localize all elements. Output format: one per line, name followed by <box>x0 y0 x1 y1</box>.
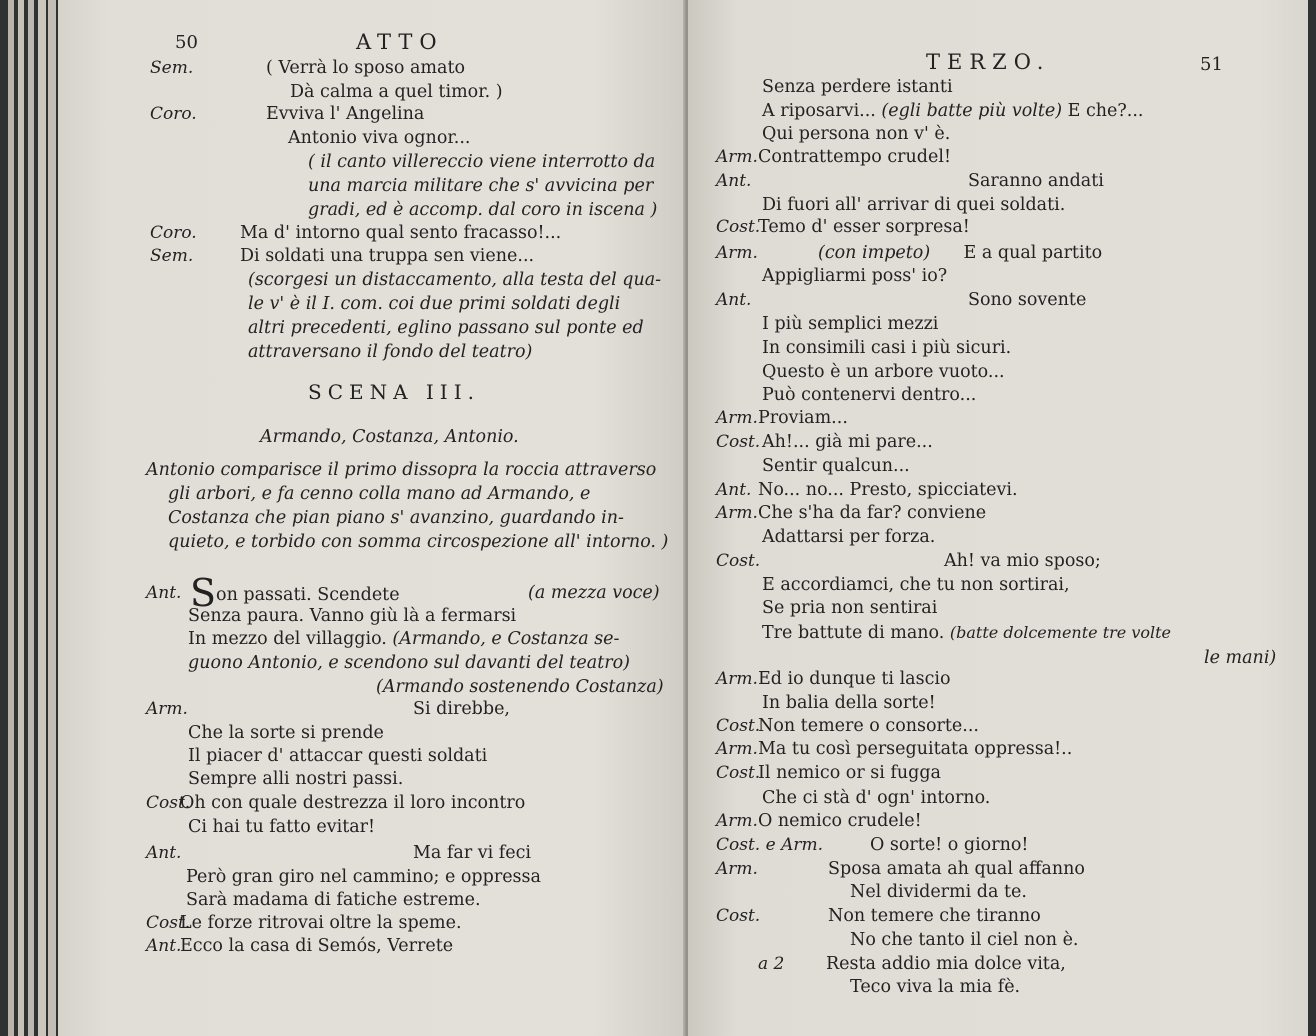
dialogue-line <box>188 628 619 650</box>
dialogue-line: Questo è un arbore vuoto... <box>762 362 1005 382</box>
line-text: A riposarvi... <box>762 101 882 121</box>
dialogue-line: Il piacer d' attaccar questi soldati <box>188 746 488 766</box>
right-page <box>688 0 1308 1036</box>
running-header: ATTO <box>356 30 444 54</box>
drop-capital: S <box>190 571 217 615</box>
dialogue-line: altri precedenti, eglino passano sul ponte ed <box>248 318 644 338</box>
speaker-label: Sem. <box>150 246 194 266</box>
speaker-label: Cost. <box>716 906 761 926</box>
stage-direction: (batte dolcemente tre volte <box>949 623 1172 642</box>
dialogue-line: Teco viva la mia fè. <box>850 977 1021 997</box>
left-page <box>58 0 686 1036</box>
character-list: Armando, Costanza, Antonio. <box>260 427 519 447</box>
dialogue-line <box>818 242 1102 264</box>
dialogue-line: Senza perdere istanti <box>762 77 953 97</box>
dialogue-line: le mani) <box>1204 648 1277 668</box>
line-text: on passati. Scendete <box>216 585 400 605</box>
dialogue-line: In consimili casi i più sicuri. <box>762 338 1012 358</box>
stage-direction-line: gli arbori, e fa cenno colla mano ad Armando, e <box>168 484 591 504</box>
dialogue-line: No che tanto il ciel non è. <box>850 930 1079 950</box>
page-number: 51 <box>1200 54 1223 75</box>
scene-title: SCENA III. <box>308 380 480 404</box>
speaker-label: Arm. <box>716 408 758 428</box>
page-edge <box>18 0 24 1036</box>
speaker-label: Sem. <box>150 58 194 78</box>
speaker-label: Cost. e Arm. <box>716 835 823 855</box>
dialogue-line: ( Verrà lo sposo amato <box>266 58 466 78</box>
speaker-label: Arm. <box>716 503 758 523</box>
dialogue-line: Oh con quale destrezza il loro incontro <box>180 793 526 813</box>
dialogue-line: Antonio viva ognor... <box>288 128 471 148</box>
speaker-label: Ant. <box>146 843 182 863</box>
dialogue-line: Ah!... già mi pare... <box>762 432 933 452</box>
page-edge <box>8 0 14 1036</box>
dialogue-line: Ah! va mio sposo; <box>944 551 1101 571</box>
page-edge <box>38 0 46 1036</box>
dialogue-line: Appigliarmi poss' io? <box>762 266 948 286</box>
dialogue-line: Contrattempo crudel! <box>758 147 951 167</box>
dialogue-line: ( il canto villereccio viene interrotto da <box>308 152 656 172</box>
speaker-label: Cost. <box>716 432 761 452</box>
dialogue-line: Si direbbe, <box>413 699 510 719</box>
stage-direction: (a mezza voce) <box>528 583 660 603</box>
speaker-label: Ant. <box>716 171 752 191</box>
dialogue-line: In balia della sorte! <box>762 693 936 713</box>
speaker-label: Arm. <box>716 147 758 167</box>
dialogue-line: Temo d' esser sorpresa! <box>758 217 970 237</box>
dialogue-line: Il nemico or si fugga <box>758 763 941 783</box>
dialogue-line: Sono sovente <box>968 290 1087 310</box>
dialogue-line: Di fuori all' arrivar di quei soldati. <box>762 195 1066 215</box>
speaker-label: Cost. <box>716 716 761 736</box>
dialogue-line: Può contenervi dentro... <box>762 385 977 405</box>
dialogue-line: Qui persona non v' è. <box>762 124 951 144</box>
dialogue-line: Sarà madama di fatiche estreme. <box>186 890 481 910</box>
stage-direction-line: Antonio comparisce il primo dissopra la roccia attraverso <box>146 460 657 480</box>
dialogue-line: Adattarsi per forza. <box>762 527 936 547</box>
dialogue-line: O sorte! o giorno! <box>870 835 1029 855</box>
dialogue-line: (scorgesi un distaccamento, alla testa del qua- <box>248 270 662 290</box>
stage-direction: (con impeto) <box>818 243 931 263</box>
speaker-label: Cost. <box>716 217 761 237</box>
dialogue-line: Saranno andati <box>968 171 1104 191</box>
dialogue-line: le v' è il I. com. coi due primi soldati degli <box>248 294 621 314</box>
dialogue-line: Se pria non sentirai <box>762 598 938 618</box>
dialogue-line: Nel dividermi da te. <box>850 882 1027 902</box>
speaker-label: Cost. <box>146 913 191 933</box>
speaker-label: Arm. <box>716 859 758 879</box>
speaker-label: Arm. <box>716 669 758 689</box>
dialogue-line: attraversano il fondo del teatro) <box>248 342 533 362</box>
dialogue-line: Ed io dunque ti lascio <box>758 669 951 689</box>
dialogue-line: Che la sorte si prende <box>188 723 384 743</box>
speaker-label: Arm. <box>716 739 758 759</box>
speaker-label: Cost. <box>716 551 761 571</box>
dialogue-line: Evviva l' Angelina <box>266 104 425 124</box>
speaker-label: Cost. <box>146 793 191 813</box>
dialogue-line <box>762 100 1143 122</box>
dialogue-line: Ma tu così perseguitata oppressa!.. <box>758 739 1073 759</box>
dialogue-line: una marcia militare che s' avvicina per <box>308 176 654 196</box>
dialogue-line: I più semplici mezzi <box>762 314 939 334</box>
dialogue-line: Sentir qualcun... <box>762 456 910 476</box>
dialogue-line: Di soldati una truppa sen viene... <box>240 246 535 266</box>
dialogue-line: Ma d' intorno qual sento fracasso!... <box>240 223 562 243</box>
running-header: TERZO. <box>926 50 1051 74</box>
dialogue-line <box>190 571 400 615</box>
dialogue-line: Non temere o consorte... <box>758 716 979 736</box>
dialogue-line: O nemico crudele! <box>758 811 922 831</box>
stage-direction: (Armando, e Costanza se- <box>392 629 620 649</box>
dialogue-line: Le forze ritrovai oltre la speme. <box>180 913 462 933</box>
line-text: In mezzo del villaggio. <box>188 629 393 649</box>
speaker-label: Arm. <box>146 699 188 719</box>
dialogue-line: Sposa amata ah qual affanno <box>828 859 1085 879</box>
stage-direction-line: Costanza che pian piano s' avanzino, guardando in- <box>168 508 624 528</box>
dialogue-line: guono Antonio, e scendono sul davanti del teatro) <box>188 653 630 673</box>
dialogue-line: Ci hai tu fatto evitar! <box>188 817 376 837</box>
line-text: E che?... <box>1062 101 1144 121</box>
stage-direction: (egli batte più volte) <box>881 101 1063 121</box>
dialogue-line: Non temere che tiranno <box>828 906 1041 926</box>
dialogue-line: Però gran giro nel cammino; e oppressa <box>186 867 541 887</box>
speaker-label: Arm. <box>716 811 758 831</box>
speaker-label: Ant. <box>716 480 752 500</box>
speaker-label: Ant. <box>146 583 182 603</box>
line-text: E a qual partito <box>930 243 1103 263</box>
speaker-label: Cost. <box>716 763 761 783</box>
dialogue-line: gradi, ed è accomp. dal coro in iscena ) <box>308 200 658 220</box>
dialogue-line: Ma far vi feci <box>413 843 532 863</box>
line-text: Tre battute di mano. <box>762 623 950 643</box>
dialogue-line: Resta addio mia dolce vita, <box>826 954 1066 974</box>
dialogue-line: E accordiamci, che tu non sortirai, <box>762 575 1070 595</box>
stage-direction-line: quieto, e torbido con somma circospezione all' intorno. ) <box>168 532 669 552</box>
dialogue-line: Dà calma a quel timor. ) <box>290 82 503 102</box>
dialogue-line: Proviam... <box>758 408 848 428</box>
page-edge <box>48 0 56 1036</box>
page-number: 50 <box>175 32 198 53</box>
dialogue-line: Che ci stà d' ogn' intorno. <box>762 788 991 808</box>
dialogue-line: Che s'ha da far? conviene <box>758 503 987 523</box>
dialogue-line: (Armando sostenendo Costanza) <box>376 677 664 697</box>
speaker-label: Coro. <box>150 104 197 124</box>
page-edge <box>28 0 34 1036</box>
speaker-label: a 2 <box>758 954 785 974</box>
speaker-label: Arm. <box>716 243 758 263</box>
dialogue-line: Ecco la casa di Semós, Verrete <box>180 936 454 956</box>
speaker-label: Coro. <box>150 223 197 243</box>
dialogue-line: Sempre alli nostri passi. <box>188 769 404 789</box>
speaker-label: Ant. <box>716 290 752 310</box>
dialogue-line: No... no... Presto, spicciatevi. <box>758 480 1018 500</box>
dialogue-line: Senza paura. Vanno giù là a fermarsi <box>188 606 517 626</box>
speaker-label: Ant. <box>146 936 182 956</box>
dialogue-line <box>762 622 1171 644</box>
